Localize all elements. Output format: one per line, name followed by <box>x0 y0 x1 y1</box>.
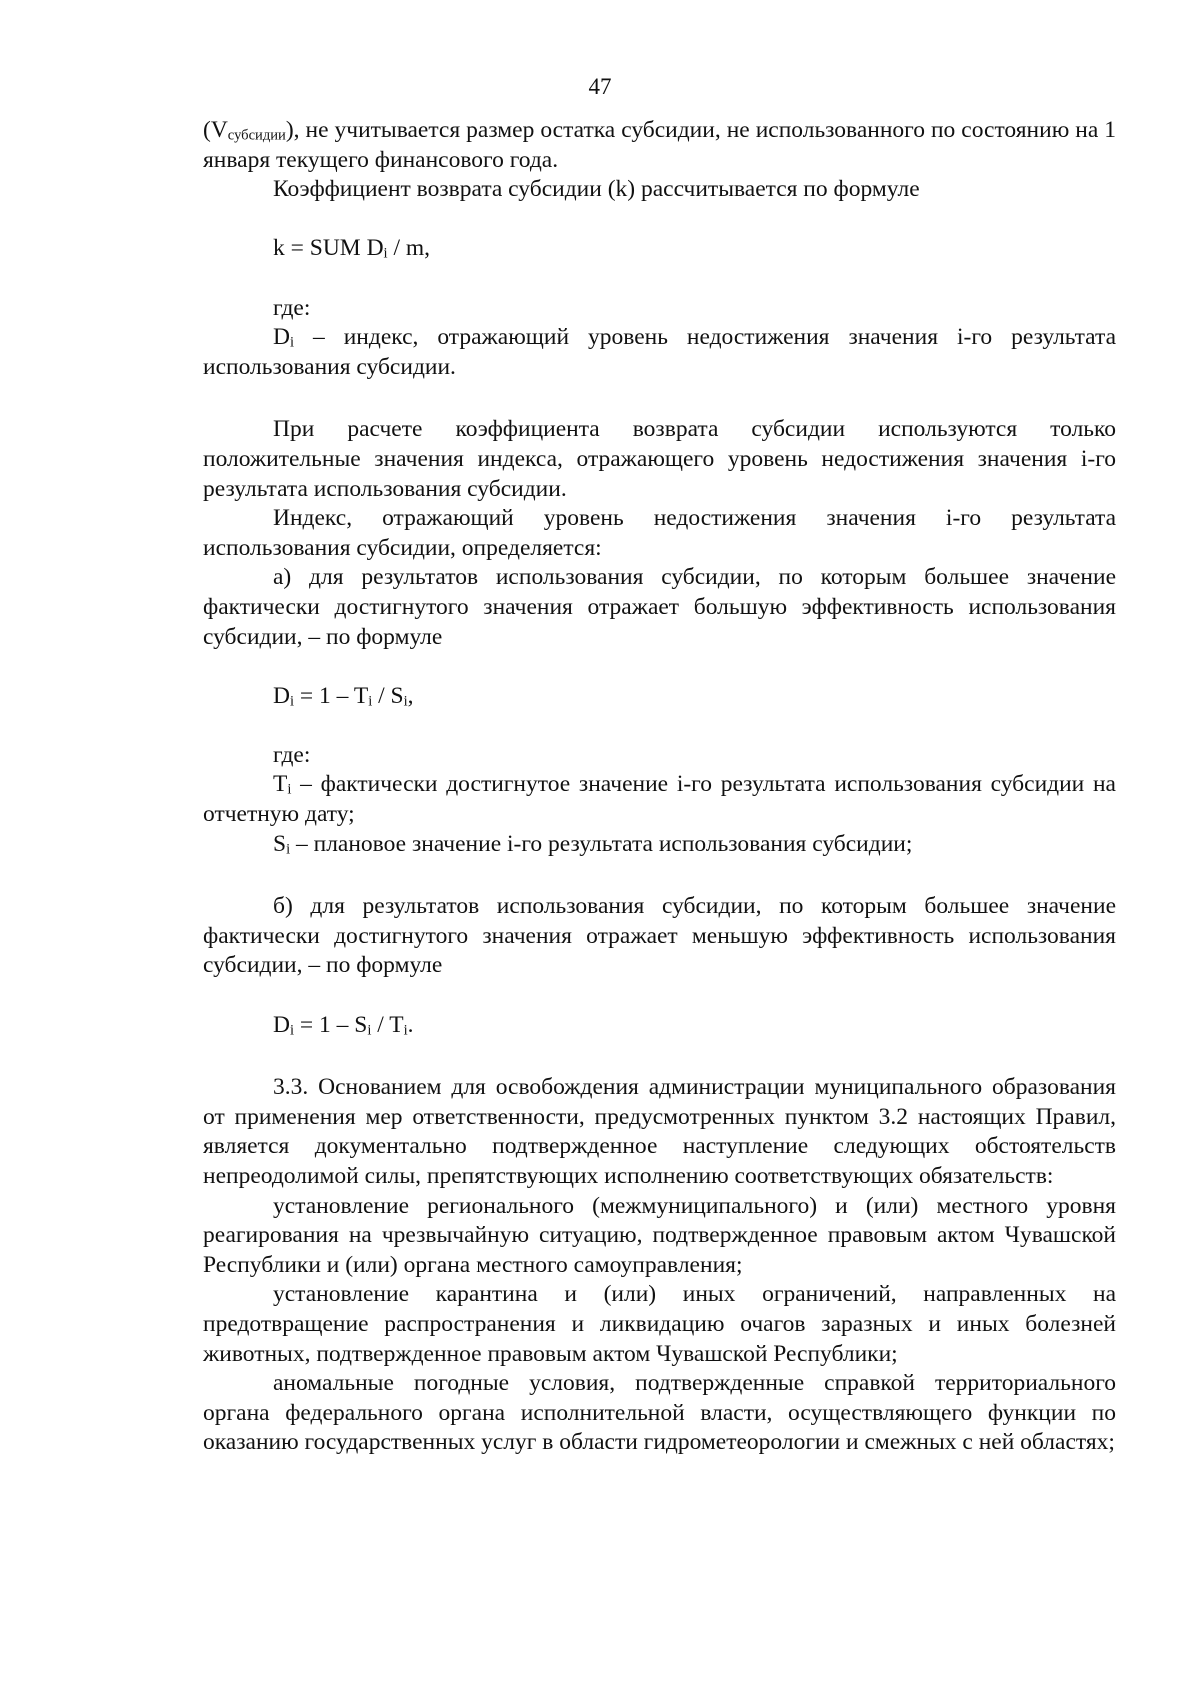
paragraph-coefficient-intro: Коэффициент возврата субсидии (k) рассчитывается по формуле <box>273 176 920 203</box>
paragraph-positive-values: При расчете коэффициента возврата субсидии используются только положительные значения индекса, отражающего уровень недостижения значения i-го результата использования субсидии. <box>203 416 1116 502</box>
page-body <box>203 116 1116 1458</box>
paragraph-emergency: установление регионального (межмуниципального) и (или) местного уровня реагирования на чрезвычайную ситуацию, подтвержденное правовым актом Чувашской Республики и (или) органа местного самоуправления; <box>203 1192 1116 1278</box>
where-label-1: где: <box>273 294 311 321</box>
paragraph-subsidy-volume: $(V_{субсидии})$, не учитывается размер остатка субсидии, не использованного по состоянию на 1 января текущего финансового года. <box>203 117 1116 173</box>
definition-t: $T_i$ – фактически достигнутое значение i-го результата использования субсидии на отчетную дату; <box>203 771 1116 828</box>
definition-d: $D_i$ – индекс, отражающий уровень недостижения значения i-го результата использования субсидии. <box>203 324 1116 380</box>
paragraph-case-a: а) для результатов использования субсидии, по которым большее значение фактически достигнутого значения отражает большую эффективность использования субсидии, – по формуле <box>203 564 1116 650</box>
paragraph-index-defined: Индекс, отражающий уровень недостижения значения i-го результата использования субсидии, определяется: <box>203 505 1116 561</box>
definition-s: $S_i$ – плановое значение i-го результата использования субсидии; <box>273 830 913 858</box>
paragraph-case-b: б) для результатов использования субсидии, по которым большее значение фактически достигнутого значения отражает меньшую эффективность использования субсидии, – по формуле <box>203 893 1116 979</box>
paragraph-quarantine: установление карантина и (или) иных ограничений, направленных на предотвращение распространения и ликвидацию очагов заразных и иных болезней животных, подтвержденное правовым актом Чувашской Республики; <box>203 1281 1116 1367</box>
formula-d-case-b: $D_i = 1 - S_i / T_i$. <box>273 1011 414 1039</box>
paragraph-section-3-3: 3.3. Основанием для освобождения администрации муниципального образования от применения мер ответственности, предусмотренных пунктом 3.2 настоящих Правил, является документально подтвержденное наступление следующих обстоятельств непреодолимой силы, препятствующих исполнению соответствующих обязательств: <box>203 1074 1116 1189</box>
formula-k: k = SUM $D_i$ / m, <box>273 235 431 262</box>
page-number: 47 <box>588 74 612 99</box>
formula-d-case-a: $D_i = 1 - T_i / S_i$, <box>273 682 414 710</box>
paragraph-weather: аномальные погодные условия, подтвержденные справкой территориального органа федерального органа исполнительной власти, осуществляющего функции по оказанию государственных услуг в области гидрометеорологии и смежных с ней областях; <box>203 1370 1116 1456</box>
where-label-2: где: <box>273 741 311 768</box>
